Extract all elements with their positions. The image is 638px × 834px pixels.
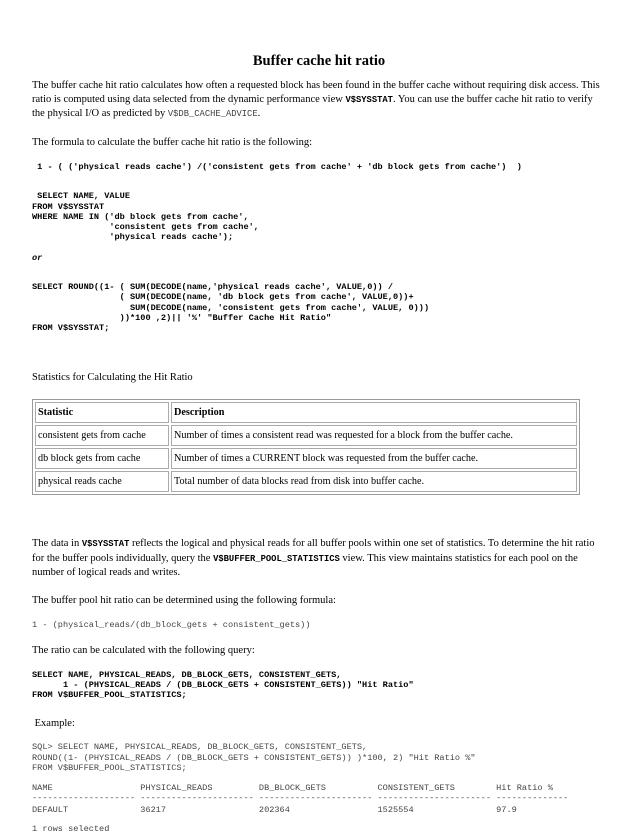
view-name-vsysstat: V$SYSSTAT bbox=[345, 94, 393, 105]
table-cell: consistent gets from cache bbox=[35, 425, 169, 446]
view-name-buffer-pool-statistics: V$BUFFER_POOL_STATISTICS bbox=[213, 553, 340, 564]
or-label: or bbox=[32, 252, 43, 263]
table-header-cell: Statistic bbox=[35, 402, 169, 423]
pool-formula: 1 - (physical_reads/(db_block_gets + consistent_gets)) bbox=[32, 620, 311, 631]
table-row bbox=[35, 425, 577, 446]
hit-ratio-formula: 1 - ( ('physical reads cache') /('consistent gets from cache' + 'db block gets from cache') ) bbox=[32, 162, 522, 172]
table-row bbox=[35, 471, 577, 492]
result-footer: 1 rows selected bbox=[32, 824, 110, 834]
query-two: SELECT ROUND((1- ( SUM(DECODE(name,'physical reads cache', VALUE,0)) / ( SUM(DECODE(name, 'db block gets from cache', VALUE,0))+ SUM(DECODE(name, 'consistent gets from cache', VALUE, 0))) ))*100 ,2)|| '%' "Buffer Cache Hit Ratio" FROM V$SYSSTAT; bbox=[32, 282, 430, 334]
stats-table bbox=[32, 399, 580, 495]
view-name-db-cache-advice: V$DB_CACHE_ADVICE bbox=[167, 109, 258, 119]
table-cell: physical reads cache bbox=[35, 471, 169, 492]
page-title: Buffer cache hit ratio bbox=[252, 53, 386, 69]
result-header: NAME PHYSICAL_READS DB_BLOCK_GETS CONSISTENT_GETS Hit Ratio % bbox=[32, 783, 553, 794]
example-sql: SQL> SELECT NAME, PHYSICAL_READS, DB_BLOCK_GETS, CONSISTENT_GETS, ROUND((1- (PHYSICAL_READS / (DB_BLOCK_GETS + CONSISTENT_GETS)) )*100, 2) "Hit Ratio %" FROM V$BUFFER_POOL_STATISTICS; bbox=[32, 742, 476, 773]
formula-intro: The formula to calculate the buffer cache hit ratio is the following: bbox=[32, 136, 312, 148]
example-label: Example: bbox=[32, 717, 75, 729]
result-dashes: -------------------- ---------------------- ---------------------- ---------------------- -------------- bbox=[32, 793, 569, 804]
table-cell: Number of times a consistent read was requested for a block from the buffer cache. bbox=[171, 425, 577, 446]
table-cell: Total number of data blocks read from disk into buffer cache. bbox=[171, 471, 577, 492]
table-row bbox=[35, 448, 577, 469]
table-header-row bbox=[35, 402, 577, 423]
view-name-vsysstat: V$SYSSTAT bbox=[81, 539, 130, 550]
pool-query: SELECT NAME, PHYSICAL_READS, DB_BLOCK_GETS, CONSISTENT_GETS, 1 - (PHYSICAL_READS / (DB_BLOCK_GETS + CONSISTENT_GETS)) "Hit Ratio" FROM V$BUFFER_POOL_STATISTICS; bbox=[32, 669, 414, 701]
query-one: SELECT NAME, VALUE FROM V$SYSSTAT WHERE NAME IN ('db block gets from cache', 'consistent gets from cache', 'physical reads cache'); bbox=[32, 191, 259, 243]
pool-formula-intro: The buffer pool hit ratio can be determined using the following formula: bbox=[32, 594, 336, 606]
pool-query-intro: The ratio can be calculated with the following query: bbox=[32, 645, 255, 657]
stats-table-wrap bbox=[2, 399, 606, 495]
stats-heading: Statistics for Calculating the Hit Ratio bbox=[32, 371, 193, 383]
intro-paragraph: The buffer cache hit ratio calculates how often a requested block has been found in the buffer cache without requiring disk access. This ratio is computed using data selected from the dynamic performance view V$SYSSTAT. You can use the buffer cache hit ratio to verify the physical I/O as predicted by V$DB_CACHE_ADVICE. bbox=[32, 80, 600, 119]
buffer-pool-paragraph: The data in V$SYSSTAT reflects the logical and physical reads for all buffer pools within one set of statistics. To determine the hit ratio for the buffer pools individually, query the V$BUFFER_POOL_STATISTICS view. This view maintains statistics for each pool on the number of logical reads and writes. bbox=[32, 538, 595, 579]
table-header-cell: Description bbox=[171, 402, 577, 423]
result-row: DEFAULT 36217 202364 1525554 97.9 bbox=[32, 804, 517, 815]
table-cell: db block gets from cache bbox=[35, 448, 169, 469]
table-cell: Number of times a CURRENT block was requested from the buffer cache. bbox=[171, 448, 577, 469]
